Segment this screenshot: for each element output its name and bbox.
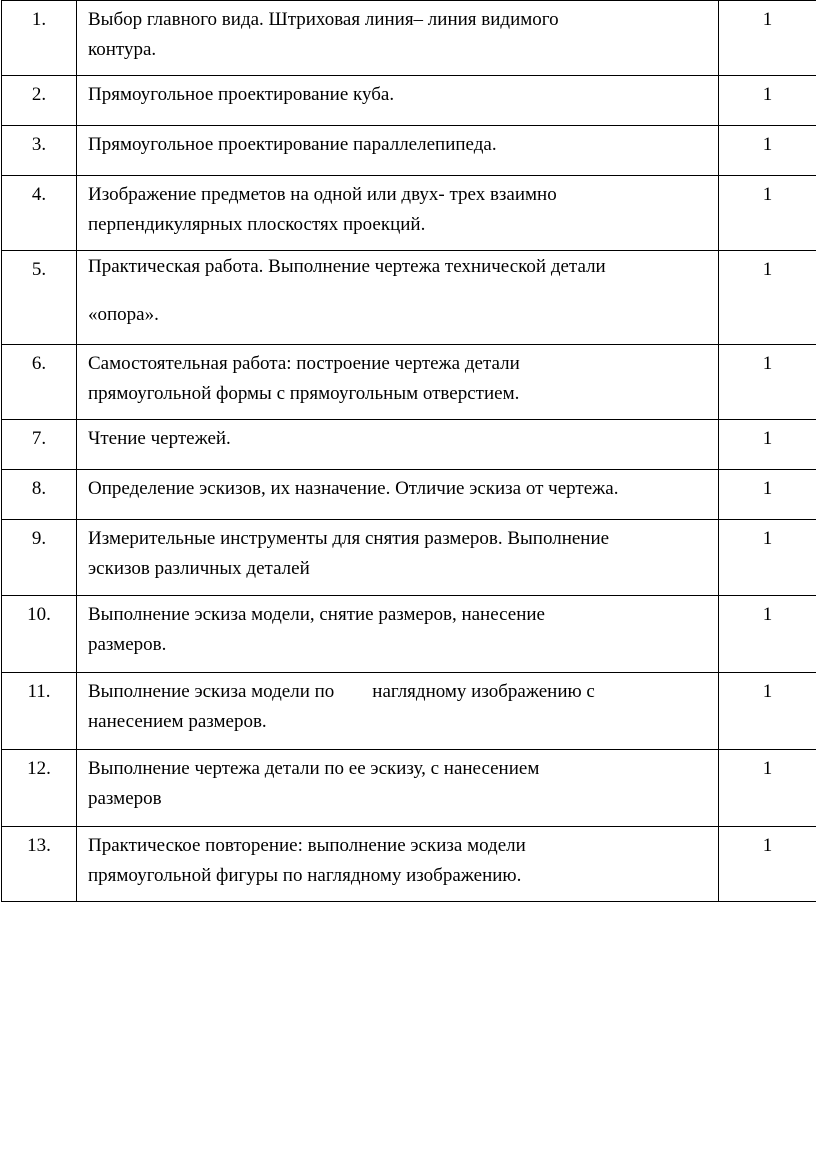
table-row	[2, 827, 816, 902]
row-number: 9.	[2, 520, 77, 596]
lesson-topic-text: Прямоугольное проектирование параллелепипеда.	[88, 134, 497, 155]
row-number: 6.	[2, 345, 77, 420]
lesson-topic-text: Выполнение эскиза модели по наглядному изображению с нанесением размеров.	[88, 681, 595, 732]
lesson-topic-text: Выполнение чертежа детали по ее эскизу, с нанесением размеров	[88, 758, 540, 809]
table-row	[2, 470, 816, 520]
lesson-hours: 1	[719, 750, 816, 827]
lesson-topic	[77, 750, 719, 827]
lesson-topic-text: Изображение предметов на одной или двух- трех взаимно перпендикулярных плоскостях проекций.	[88, 184, 557, 235]
row-number: 2.	[2, 76, 77, 126]
lesson-hours: 1	[719, 1, 816, 76]
table-row	[2, 176, 816, 251]
row-number: 1.	[2, 1, 77, 76]
row-number: 10.	[2, 596, 77, 673]
row-number: 12.	[2, 750, 77, 827]
lesson-hours: 1	[719, 470, 816, 520]
row-number: 13.	[2, 827, 77, 902]
table-row	[2, 750, 816, 827]
table-row	[2, 596, 816, 673]
lesson-topic	[77, 126, 719, 176]
row-number: 3.	[2, 126, 77, 176]
row-number: 7.	[2, 420, 77, 470]
lesson-topic-text: Чтение чертежей.	[88, 428, 231, 449]
lesson-topic	[77, 251, 719, 345]
lesson-topic	[77, 76, 719, 126]
lesson-topic-text: Измерительные инструменты для снятия размеров. Выполнение эскизов различных деталей	[88, 528, 610, 579]
lesson-hours: 1	[719, 76, 816, 126]
table-row	[2, 76, 816, 126]
lesson-hours: 1	[719, 520, 816, 596]
lesson-topic-text: Прямоугольное проектирование куба.	[88, 84, 395, 105]
lesson-topic	[77, 596, 719, 673]
lesson-topic	[77, 827, 719, 902]
table-row	[2, 345, 816, 420]
lesson-topic	[77, 520, 719, 596]
lesson-hours: 1	[719, 420, 816, 470]
lesson-hours: 1	[719, 251, 816, 345]
table-row	[2, 420, 816, 470]
row-number: 11.	[2, 673, 77, 750]
lesson-topic-text: Самостоятельная работа: построение чертежа детали прямоугольной формы с прямоугольным отверстием.	[88, 353, 520, 404]
table-row	[2, 251, 816, 345]
lesson-topic	[77, 345, 719, 420]
lesson-topic	[77, 673, 719, 750]
lesson-hours: 1	[719, 345, 816, 420]
lesson-hours: 1	[719, 176, 816, 251]
lesson-topic-text: Определение эскизов, их назначение. Отличие эскиза от чертежа.	[88, 478, 619, 499]
lesson-hours: 1	[719, 596, 816, 673]
row-number: 4.	[2, 176, 77, 251]
lesson-topic-text: Практическая работа. Выполнение чертежа технической детали «опора».	[88, 256, 606, 325]
table-row	[2, 520, 816, 596]
lesson-topic-text: Выбор главного вида. Штриховая линия– линия видимого контура.	[88, 9, 559, 60]
lesson-topic	[77, 1, 719, 76]
table-row	[2, 673, 816, 750]
lesson-plan-table	[1, 0, 816, 902]
lesson-topic	[77, 420, 719, 470]
table-row	[2, 126, 816, 176]
row-number: 5.	[2, 251, 77, 345]
lesson-hours: 1	[719, 827, 816, 902]
lesson-hours: 1	[719, 126, 816, 176]
lesson-hours: 1	[719, 673, 816, 750]
lesson-topic-text: Выполнение эскиза модели, снятие размеров, нанесение размеров.	[88, 604, 545, 655]
lesson-topic	[77, 176, 719, 251]
lesson-topic-text: Практическое повторение: выполнение эскиза модели прямоугольной фигуры по наглядному изображению.	[88, 835, 526, 886]
table-row	[2, 1, 816, 76]
lesson-topic	[77, 470, 719, 520]
row-number: 8.	[2, 470, 77, 520]
